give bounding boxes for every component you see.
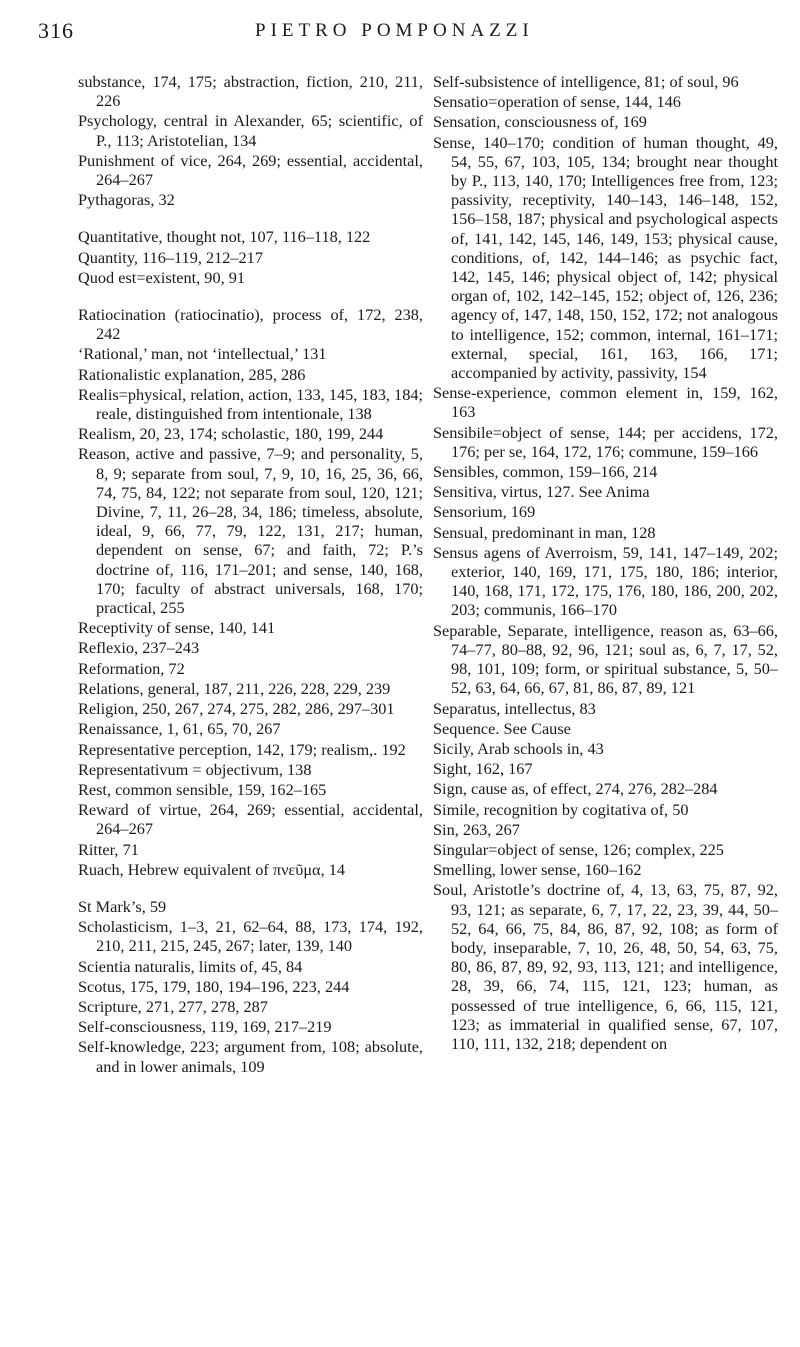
index-entry: Sensatio=operation of sense, 144, 146: [433, 92, 681, 112]
index-entry: Self-subsistence of intelligence, 81; of soul, 96: [433, 72, 739, 91]
index-entry: Separatus, intellectus, 83: [433, 698, 596, 718]
index-entry: Self-knowledge, 223; argument from, 108; absolute, and in lower animals, 109: [78, 1037, 423, 1076]
index-entry: Sensitiva, virtus, 127. See Anima: [433, 482, 650, 502]
index-entry: Representative perception, 142, 179; realism,. 192: [78, 739, 406, 759]
page-number: 316: [38, 18, 74, 43]
index-entry: Psychology, central in Alexander, 65; scientific, of P., 113; Aristotelian, 134: [78, 111, 423, 150]
index-entry: Rest, common sensible, 159, 162–165: [78, 779, 327, 799]
index-entry: Soul, Aristotle’s doctrine of, 4, 13, 63, 75, 87, 92, 93, 121; as separate, 6, 7, 17, 22, 23, 39, 44, 50–52, 64, 66, 75, 84, 86, 87, 92, 108; as form of body, inseparable, 7, 10, 26, 48, 50, 54, 63, 75, 80, 86, 87, 89, 92, 93, 113, 121; and intelligence, 28, 39, 66, 74, 115, 121, 123; human, as possessed of true intelligence, 6, 66, 115, 121, 123; as immaterial in qualified sense, 67, 107, 110, 111, 132, 218; dependent on: [433, 880, 778, 1053]
index-entry: Sin, 263, 267: [433, 819, 520, 839]
index-entry: Sense, 140–170; condition of human thought, 49, 54, 55, 67, 103, 105, 134; brought near thought by P., 113, 140, 170; Intelligences free from, 123; passivity, receptivity, 140–143, 146–148, 152, 156–158, 187; physical and psychological aspects of, 141, 142, 145, 146, 149, 153; physical cause, conditions, of, 142, 144–146; as psychic fact, 142, 145, 146; physical object of, 142; physical organ of, 102, 142–145, 152; object of, 126, 236; agency of, 147, 148, 150, 152, 172; not analogous to intelligence, 152; common, internal, 161–171; external, special, 161, 163, 166, 171; accompanied by activity, passivity, 154: [433, 132, 778, 383]
index-entry: Sensation, consciousness of, 169: [433, 112, 647, 132]
index-entry: Sign, cause as, of effect, 274, 276, 282–284: [433, 779, 718, 799]
index-entry: Scholasticism, 1–3, 21, 62–64, 88, 173, 174, 192, 210, 211, 215, 245, 267; later, 139, 140: [78, 917, 423, 956]
index-entry: Reason, active and passive, 7–9; and personality, 5, 8, 9; separate from soul, 7, 9, 10, 16, 25, 36, 66, 74, 75, 84, 122; not separate from soul, 120, 121; Divine, 7, 11, 26–28, 34, 186; timeless, absolute, ideal, 9, 66, 77, 79, 122, 131, 217; human, dependent on sense, 67; and faith, 72; P.’s doctrine of, 116, 171–201; and sense, 140, 168, 170; faculty of abstract universals, 168, 170; practical, 255: [78, 444, 423, 618]
index-column-left: [78, 72, 423, 1076]
index-entry: Representativum = objectivum, 138: [78, 759, 312, 779]
index-entry: Sensibles, common, 159–166, 214: [433, 462, 658, 482]
index-entry: Realis=physical, relation, action, 133, 145, 183, 184; reale, distinguished from intentionale, 138: [78, 384, 423, 424]
index-entry: Quantity, 116–119, 212–217: [78, 247, 263, 267]
index-entry: Receptivity of sense, 140, 141: [78, 618, 276, 638]
index-entry: Quantitative, thought not, 107, 116–118, 122: [78, 227, 371, 247]
index-entry: Reflexio, 237–243: [78, 638, 200, 658]
index-entry: Sense-experience, common element in, 159, 162, 163: [433, 383, 778, 422]
index-entry: Ratiocination (ratiocinatio), process of, 172, 238, 242: [78, 305, 423, 344]
index-entry: Sequence. See Cause: [433, 718, 571, 738]
index-entry: Ritter, 71: [78, 839, 139, 859]
index-entry: Simile, recognition by cogitativa of, 50: [433, 799, 689, 819]
index-entry: Renaissance, 1, 61, 65, 70, 267: [78, 719, 281, 739]
index-entry: Sensus agens of Averroism, 59, 141, 147–149, 202; exterior, 140, 169, 171, 175, 180, 186; interior, 140, 168, 171, 172, 175, 176, 180, 186, 200, 202, 203; communis, 166–170: [433, 542, 778, 620]
index-entry: Self-consciousness, 119, 169, 217–219: [78, 1017, 332, 1037]
section-gap: [78, 287, 423, 305]
index-entry: ‘Rational,’ man, not ‘intellectual,’ 131: [78, 344, 327, 364]
running-head: PIETRO POMPONAZZI: [255, 20, 534, 41]
index-entry: Realism, 20, 23, 174; scholastic, 180, 199, 244: [78, 424, 384, 444]
index-entry: Rationalistic explanation, 285, 286: [78, 364, 306, 384]
index-entry: Relations, general, 187, 211, 226, 228, 229, 239: [78, 678, 391, 698]
index-entry: Religion, 250, 267, 274, 275, 282, 286, 297–301: [78, 699, 395, 719]
index-entry: Separable, Separate, intelligence, reason as, 63–66, 74–77, 80–88, 92, 96, 121; soul as, 6, 7, 17, 52, 98, 101, 109; form, or spiritual substance, 5, 50–52, 63, 64, 66, 67, 81, 86, 87, 89, 121: [433, 620, 778, 698]
section-gap: [78, 879, 423, 897]
index-entry: Sensibile=object of sense, 144; per accidens, 172, 176; per se, 164, 172, 176; commune, 159–166: [433, 422, 778, 461]
index-entry: Punishment of vice, 264, 269; essential, accidental, 264–267: [78, 150, 423, 190]
index-entry: Sicily, Arab schools in, 43: [433, 738, 604, 758]
index-column-right: [433, 72, 778, 1053]
index-entry: Sensual, predominant in man, 128: [433, 522, 656, 542]
index-entry: Smelling, lower sense, 160–162: [433, 860, 642, 880]
index-entry: Singular=object of sense, 126; complex, 225: [433, 839, 724, 859]
index-entry: Scotus, 175, 179, 180, 194–196, 223, 244: [78, 976, 350, 996]
index-entry: Scientia naturalis, limits of, 45, 84: [78, 956, 303, 976]
index-entry: Sensorium, 169: [433, 502, 536, 522]
index-entry: Ruach, Hebrew equivalent of πνεῦμα, 14: [78, 859, 346, 879]
index-entry: Reformation, 72: [78, 658, 185, 678]
index-entry: Scripture, 271, 277, 278, 287: [78, 996, 268, 1016]
index-entry: Reward of virtue, 264, 269; essential, accidental, 264–267: [78, 800, 423, 839]
index-entry: St Mark’s, 59: [78, 896, 167, 916]
index-entry: substance, 174, 175; abstraction, fiction, 210, 211, 226: [78, 72, 423, 111]
index-entry: Sight, 162, 167: [433, 759, 533, 779]
section-gap: [78, 209, 423, 227]
index-entry: Pythagoras, 32: [78, 190, 175, 210]
index-entry: Quod est=existent, 90, 91: [78, 267, 246, 287]
